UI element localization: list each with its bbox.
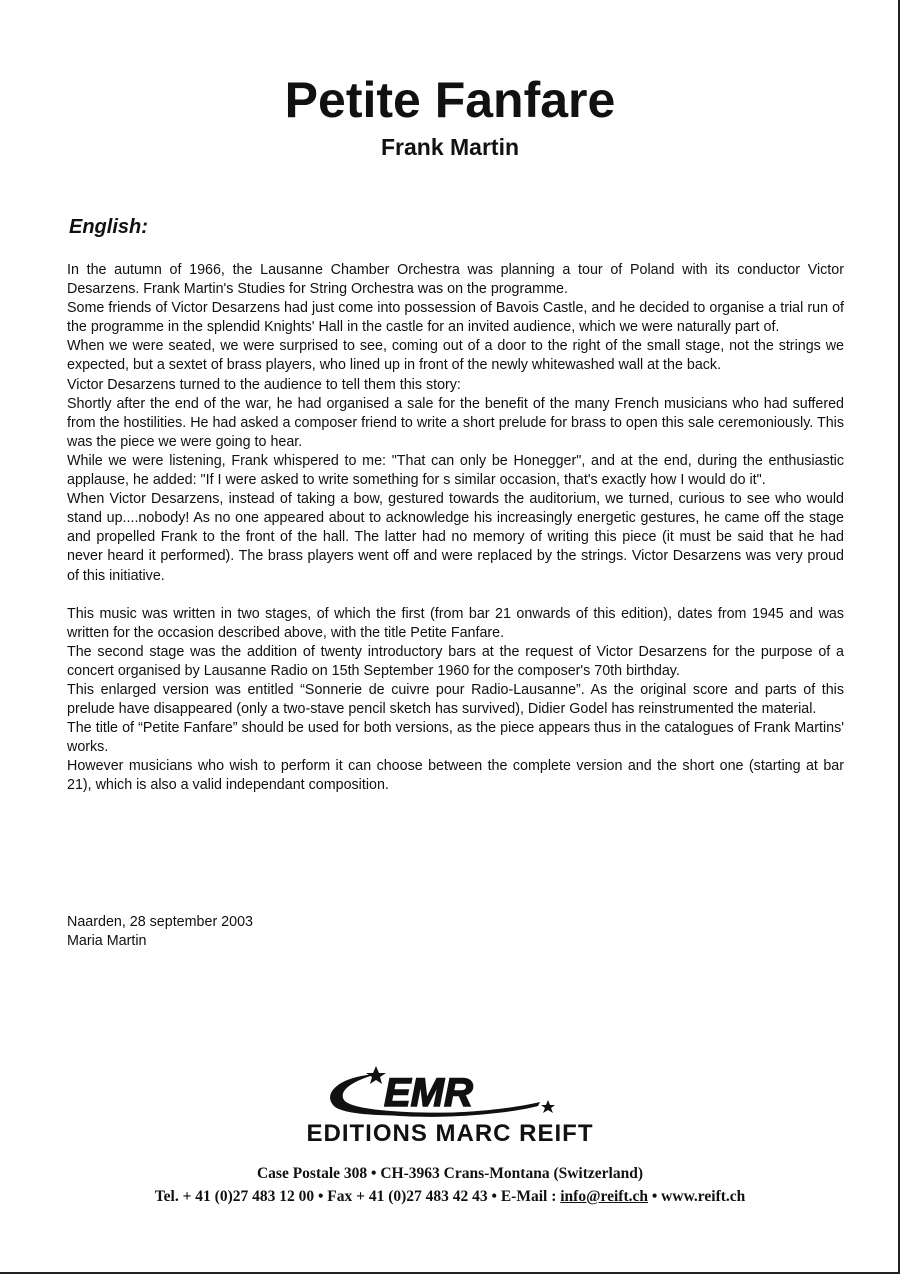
paragraph: However musicians who wish to perform it can choose between the complete version and the short one (starting at bar 21), which is also a valid independant composition.	[67, 758, 844, 794]
page-title: Petite Fanfare	[284, 72, 616, 128]
paragraph: Victor Desarzens turned to the audience to tell them this story:	[67, 376, 461, 393]
star-icon	[541, 1100, 555, 1113]
language-heading: English:	[69, 216, 148, 238]
paragraph: The second stage was the addition of twenty introductory bars at the request of Victor Desarzens for the purpose of a concert organised by Lausanne Radio on 15th September 1960 for the composer's 70th birthday.	[67, 643, 844, 679]
publisher-name: EDITIONS MARC REIFT	[306, 1120, 594, 1147]
email-link[interactable]: info@reift.ch	[560, 1188, 648, 1205]
signoff-place-date: Naarden, 28 september 2003	[67, 914, 253, 930]
paragraph-gap	[67, 586, 844, 605]
star-icon	[366, 1066, 386, 1084]
composer-name: Frank Martin	[380, 134, 520, 160]
paragraph: While we were listening, Frank whispered to me: "That can only be Honegger", and at the end, during the enthusiastic applause, he added: "If I were asked to write something for s similar occasion, that's exactly how I would do it".	[67, 452, 844, 489]
emr-logo	[318, 1060, 558, 1122]
contact-website: • www.reift.ch	[648, 1188, 746, 1205]
paragraph: Shortly after the end of the war, he had organised a sale for the benefit of the many French musicians who had suffered from the hostilities. He had asked a composer friend to write a short prelude for brass to open this sale ceremoniously. This was the piece we were going to hear.	[67, 395, 844, 450]
logo-text: EMR	[384, 1071, 473, 1115]
paragraph: Some friends of Victor Desarzens had just come into possession of Bavois Castle, and he decided to organise a trial run of the programme in the splendid Knights' Hall in the castle for an invited audience, which we were naturally part of.	[67, 300, 844, 336]
paragraph: This music was written in two stages, of which the first (from bar 21 onwards of this edition), dates from 1945 and was written for the occasion described above, with the title Petite Fanfare.	[67, 605, 844, 641]
signoff-name: Maria Martin	[67, 933, 147, 950]
publisher-address: Case Postale 308 • CH-3963 Crans-Montana (Switzerland)	[256, 1165, 643, 1182]
article-body	[67, 261, 844, 796]
paragraph: The title of “Petite Fanfare” should be used for both versions, as the piece appears thus in the catalogues of Frank Martins' works.	[67, 720, 844, 756]
signoff	[67, 913, 253, 951]
paragraph: When Victor Desarzens, instead of taking a bow, gestured towards the auditorium, we turned, curious to see who would stand up....nobody! As no one appeared about to acknowledge his increasingly energetic gestures, he came off the stage and propelled Frank to the front of the hall. The latter had no memory of writing this piece (it must be said that he had never heard it performed). The brass players went off and were replaced by the strings. Victor Desarzens was very proud of this initiative.	[67, 491, 844, 584]
paragraph: In the autumn of 1966, the Lausanne Chamber Orchestra was planning a tour of Poland with its conductor Victor Desarzens. Frank Martin's Studies for String Orchestra was on the programme.	[67, 262, 844, 298]
paragraph: When we were seated, we were surprised to see, coming out of a door to the right of the small stage, not the strings we expected, but a sextet of brass players, who lined up in front of the newly whitewashed wall at the back.	[67, 338, 844, 374]
publisher-contact	[0, 1187, 900, 1207]
paragraph: This enlarged version was entitled “Sonnerie de cuivre pour Radio-Lausanne”. As the original score and parts of this prelude have disappeared (only a two-stave pencil sketch has survived), Didier Godel has reinstrumented the material.	[67, 681, 844, 718]
contact-phone-fax: Tel. + 41 (0)27 483 12 00 • Fax + 41 (0)27 483 42 43 • E-Mail :	[154, 1188, 561, 1205]
